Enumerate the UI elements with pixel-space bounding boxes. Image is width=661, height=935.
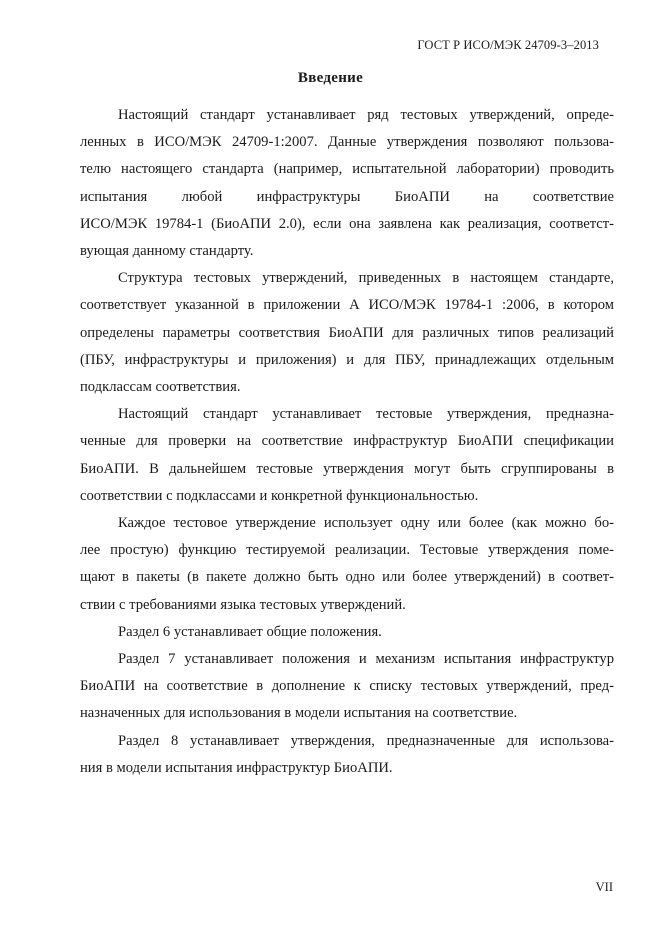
paragraph: [80, 728, 614, 782]
text-line: ленных в ИСО/МЭК 24709-1:2007. Данные утверждения позволяют пользова-: [80, 134, 614, 151]
text-line: ченные для проверки на соответствие инфраструктур БиоАПИ спецификации: [80, 433, 614, 450]
text-line: определены параметры соответствия БиоАПИ для различных типов реализаций: [80, 324, 614, 341]
text-line: (ПБУ, инфраструктуры и приложения) и для ПБУ, принадлежащих отдельным: [80, 351, 614, 368]
text-line: ния в модели испытания инфраструктур БиоАПИ.: [80, 759, 393, 776]
text-line: БиоАПИ. В дальнейшем тестовые утверждения могут быть сгруппированы в: [80, 460, 614, 477]
text-line: соответствует указанной в приложении А ИСО/МЭК 19784-1 :2006, в котором: [80, 297, 614, 314]
section-title: Введение: [297, 70, 364, 86]
text-line: телю настоящего стандарта (например, испытательной лаборатории) проводить: [80, 161, 614, 178]
text-line: соответствии с подклассами и конкретной функциональностью.: [80, 487, 479, 504]
text-line: Раздел 7 устанавливает положения и механизм испытания инфраструктур: [118, 651, 614, 668]
paragraph: [80, 646, 614, 728]
paragraph: [80, 401, 614, 510]
text-line: вующая данному стандарту.: [80, 243, 254, 260]
paragraph: [80, 619, 614, 646]
text-line: Раздел 8 устанавливает утверждения, предназначенные для использова-: [118, 732, 614, 749]
text-line: Настоящий стандарт устанавливает тестовые утверждения, предназна-: [118, 406, 614, 423]
text-line: лее простую) функцию тестируемой реализации. Тестовые утверждения поме-: [80, 542, 614, 559]
text-line: щают в пакеты (в пакете должно быть одно или более утверждений) в соответ-: [80, 569, 614, 586]
text-line: ствии с требованиями языка тестовых утверждений.: [80, 596, 406, 613]
text-line: Каждое тестовое утверждение использует одну или более (как можно бо-: [118, 515, 614, 532]
paragraph: [80, 102, 614, 265]
paragraph: [80, 265, 614, 401]
text-line: назначенных для использования в модели испытания на соответствие.: [80, 705, 518, 722]
text-line: Настоящий стандарт устанавливает ряд тестовых утверждений, опреде-: [118, 107, 614, 123]
text-line: Структура тестовых утверждений, приведенных в настоящем стандарте,: [118, 270, 614, 287]
page-number: VII: [595, 880, 613, 894]
text-line: испытания любой инфраструктуры БиоАПИ на соответствие: [80, 188, 614, 205]
document-body: [80, 102, 614, 782]
text-line: подклассам соответствия.: [80, 379, 241, 396]
text-line: Раздел 6 устанавливает общие положения.: [118, 623, 382, 640]
document-header: ГОСТ Р ИСО/МЭК 24709-3–2013: [417, 38, 599, 52]
text-line: ИСО/МЭК 19784-1 (БиоАПИ 2.0), если она заявлена как реализация, соответст-: [80, 215, 614, 232]
text-line: БиоАПИ на соответствие в дополнение к списку тестовых утверждений, пред-: [80, 678, 614, 695]
paragraph: [80, 510, 614, 619]
